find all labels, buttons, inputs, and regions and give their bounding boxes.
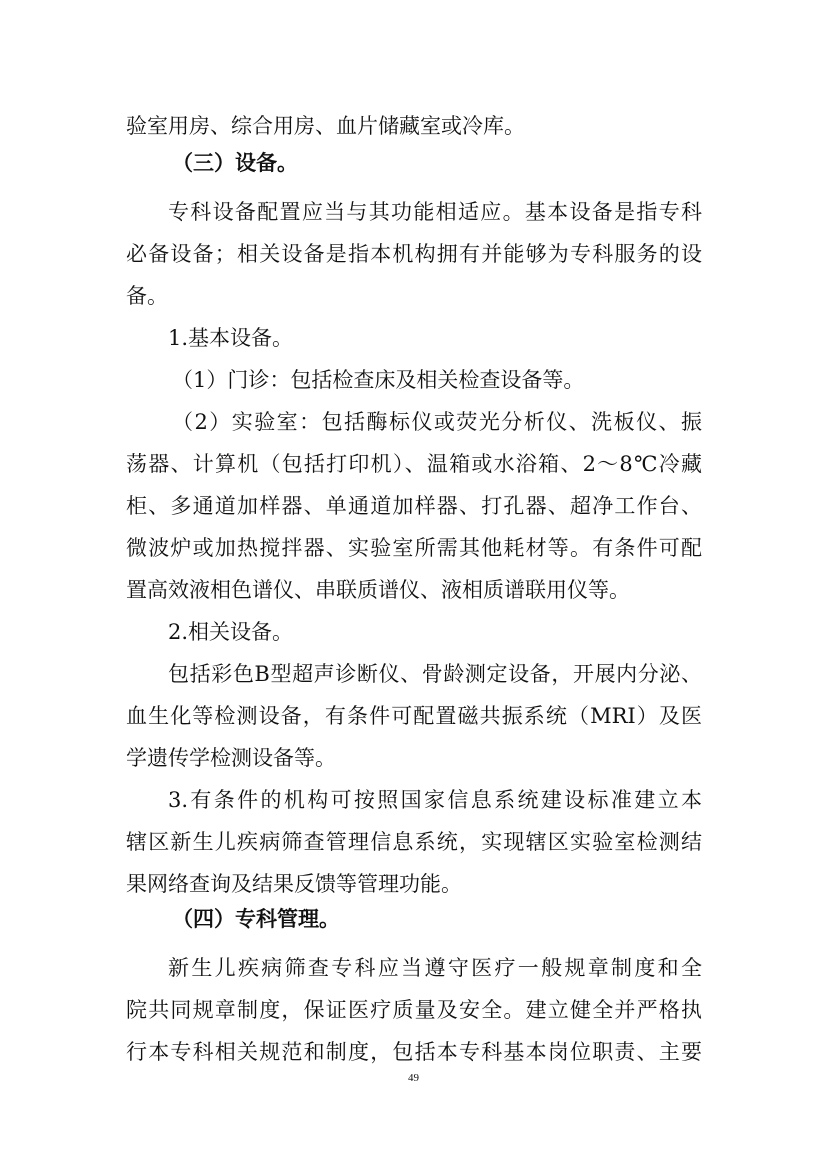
text-line: 置高效液相色谱仪、串联质谱仪、液相质谱联用仪等。: [126, 578, 630, 602]
text-line: 3.有条件的机构可按照国家信息系统建设标准建立本: [168, 788, 702, 812]
section-heading-3: （三）设备。: [172, 150, 298, 175]
text-line: （2）实验室：包括酶标仪或荧光分析仪、洗板仪、振: [172, 410, 702, 434]
text-line: 血生化等检测设备，有条件可配置磁共振系统（MRI）及医: [126, 704, 702, 728]
text-line: 专科设备配置应当与其功能相适应。基本设备是指专科: [168, 200, 702, 224]
text-line: 行本专科相关规范和制度，包括本专科基本岗位职责、主要: [126, 1040, 702, 1064]
text-line: 辖区新生儿疾病筛查管理信息系统，实现辖区实验室检测结: [126, 830, 702, 854]
text-line: 验室用房、综合用房、血片储藏室或冷库。: [126, 114, 525, 138]
text-line: 备。: [126, 284, 168, 308]
text-line: 学遗传学检测设备等。: [126, 746, 336, 770]
text-line: 微波炉或加热搅拌器、实验室所需其他耗材等。有条件可配: [126, 536, 702, 560]
text-line: 柜、多通道加样器、单通道加样器、打孔器、超净工作台、: [126, 494, 702, 518]
text-line: 荡器、计算机（包括打印机）、温箱或水浴箱、2～8℃冷藏: [126, 452, 702, 476]
subheading-basic-equipment: 1.基本设备。: [168, 326, 294, 350]
text-line: （1）门诊：包括检查床及相关检查设备等。: [172, 368, 585, 392]
text-line: 果网络查询及结果反馈等管理功能。: [126, 872, 462, 896]
text-line: 新生儿疾病筛查专科应当遵守医疗一般规章制度和全: [168, 956, 702, 980]
text-line: 必备设备；相关设备是指本机构拥有并能够为专科服务的设: [126, 242, 702, 266]
text-line: 院共同规章制度，保证医疗质量及安全。建立健全并严格执: [126, 998, 702, 1022]
text-line: 包括彩色B型超声诊断仪、骨龄测定设备，开展内分泌、: [168, 662, 702, 686]
page-number: 49: [408, 1072, 419, 1084]
section-heading-4: （四）专科管理。: [172, 906, 340, 931]
subheading-related-equipment: 2.相关设备。: [168, 620, 294, 644]
